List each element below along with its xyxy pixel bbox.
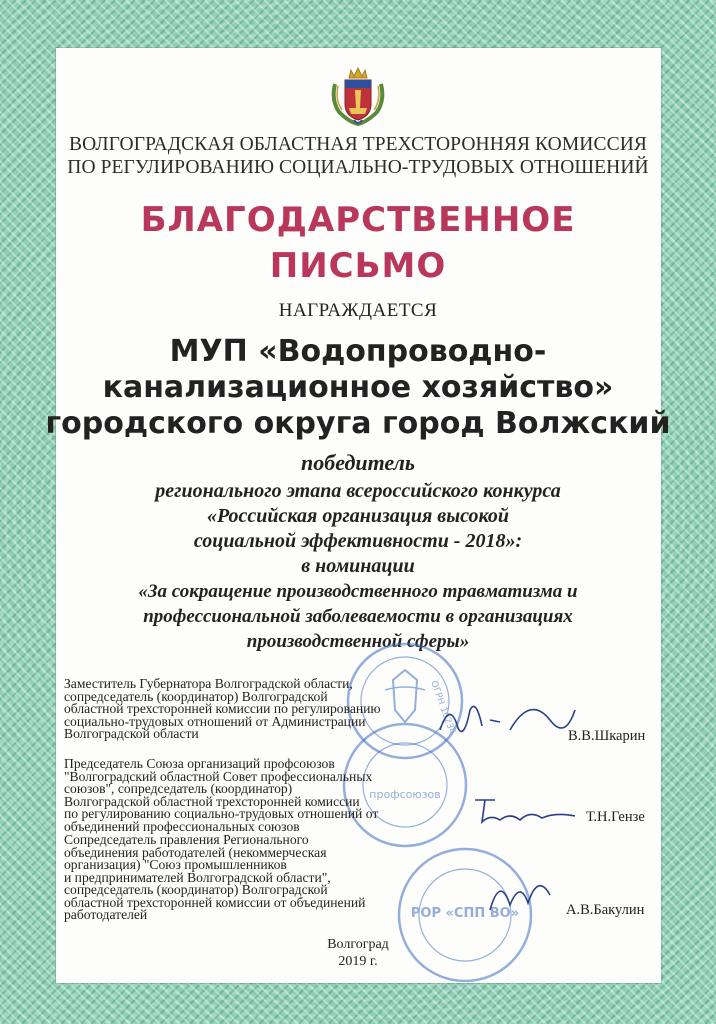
signatory-1-name: В.В.Шкарин — [568, 728, 646, 744]
contest-line-3: социальной эффективности - 2018»: — [193, 530, 523, 552]
recipient-line-3: городского округа город Волжский — [45, 406, 671, 441]
sig2-line: Волгоградской областной трехсторонней комиссии — [64, 793, 360, 809]
sig3-line: организация) "Союз промышленников — [64, 857, 287, 872]
seal2-text: профсоюзов — [369, 788, 441, 801]
seal3-text: РОР «СПП ВО» — [410, 906, 520, 921]
signatory-3-position — [64, 834, 414, 922]
sig3-line: объединения работодателей (некоммерческая — [64, 844, 327, 860]
sig2-line: союзов", сопредседатель (координатор) — [64, 781, 293, 796]
contest-line-4: в номинации — [301, 555, 415, 577]
nomination-line-2: профессиональной заболеваемости в организациях — [143, 606, 573, 627]
recipient-line-2: канализационное хозяйство» — [102, 370, 614, 405]
issuer-line-2: ПО РЕГУЛИРОВАНИЮ СОЦИАЛЬНО-ТРУДОВЫХ ОТНОШЕНИЙ — [67, 157, 649, 178]
sig1-line: социально-трудовых отношений от Администрации — [64, 713, 366, 729]
sig2-line: "Волгоградский областной Совет профессиональных — [64, 768, 373, 784]
signatory-1-position — [64, 678, 414, 741]
sig2-line: объединений профессиональных союзов — [64, 818, 300, 834]
sig3-line: сопредседатель (координатор) Волгоградской — [64, 882, 328, 897]
year: 2019 г. — [338, 954, 378, 969]
awarded-label: НАГРАЖДАЕТСЯ — [278, 300, 438, 321]
title-line-1: БЛАГОДАРСТВЕННОЕ — [140, 200, 576, 240]
signature-1-handwriting — [430, 690, 580, 750]
sig3-line: и предпринимателей Волгоградской области", — [64, 869, 331, 885]
signature-3-handwriting — [480, 865, 560, 920]
contest-description — [0, 479, 716, 579]
sig1-line: областной трехсторонней комиссии по регулированию — [64, 701, 381, 716]
signatory-2-name: Т.Н.Гензе — [586, 809, 645, 825]
place: Волгоград — [327, 937, 389, 952]
seal1-text: ОГРН 10234 — [428, 679, 457, 736]
sig3-line: Сопредседатель правления Регионального — [64, 832, 309, 847]
nomination-line-3: производственной сферы» — [246, 631, 470, 652]
title-line-2: ПИСЬМО — [269, 246, 447, 286]
sig1-line: сопредседатель (координатор) Волгоградской — [64, 688, 328, 704]
sig1-line: Заместитель Губернатора Волгоградской области, — [64, 676, 353, 691]
signatory-2-position — [64, 758, 414, 833]
contest-line-2: «Российская организация высокой — [207, 505, 509, 527]
sig2-line: Председатель Союза организаций профсоюзов — [64, 756, 335, 771]
signatory-3-name: А.В.Бакулин — [566, 902, 645, 918]
sig3-line: областной трехсторонней комиссии от объединений — [64, 894, 366, 910]
recipient-name — [0, 334, 716, 442]
sig2-line: по регулированию социально-трудовых отношений от — [64, 806, 379, 821]
winner-label: победитель — [301, 450, 415, 475]
sig3-line: работодателей — [64, 907, 148, 922]
signature-2-handwriting — [470, 790, 580, 830]
nomination-text — [0, 579, 716, 654]
issuer-line-1: ВОЛГОГРАДСКАЯ ОБЛАСТНАЯ ТРЕХСТОРОННЯЯ КОМИССИЯ — [69, 134, 647, 155]
contest-line-1: регионального этапа всероссийского конкурса — [155, 480, 561, 502]
document-title — [0, 197, 716, 289]
place-and-date — [0, 936, 716, 970]
coat-of-arms-emblem — [329, 64, 387, 126]
issuer-heading — [0, 133, 716, 179]
nomination-line-1: «За сокращение производственного травматизма и — [138, 581, 578, 602]
sig1-line: Волгоградской области — [64, 726, 199, 741]
recipient-line-1: МУП «Водопроводно- — [169, 334, 547, 369]
